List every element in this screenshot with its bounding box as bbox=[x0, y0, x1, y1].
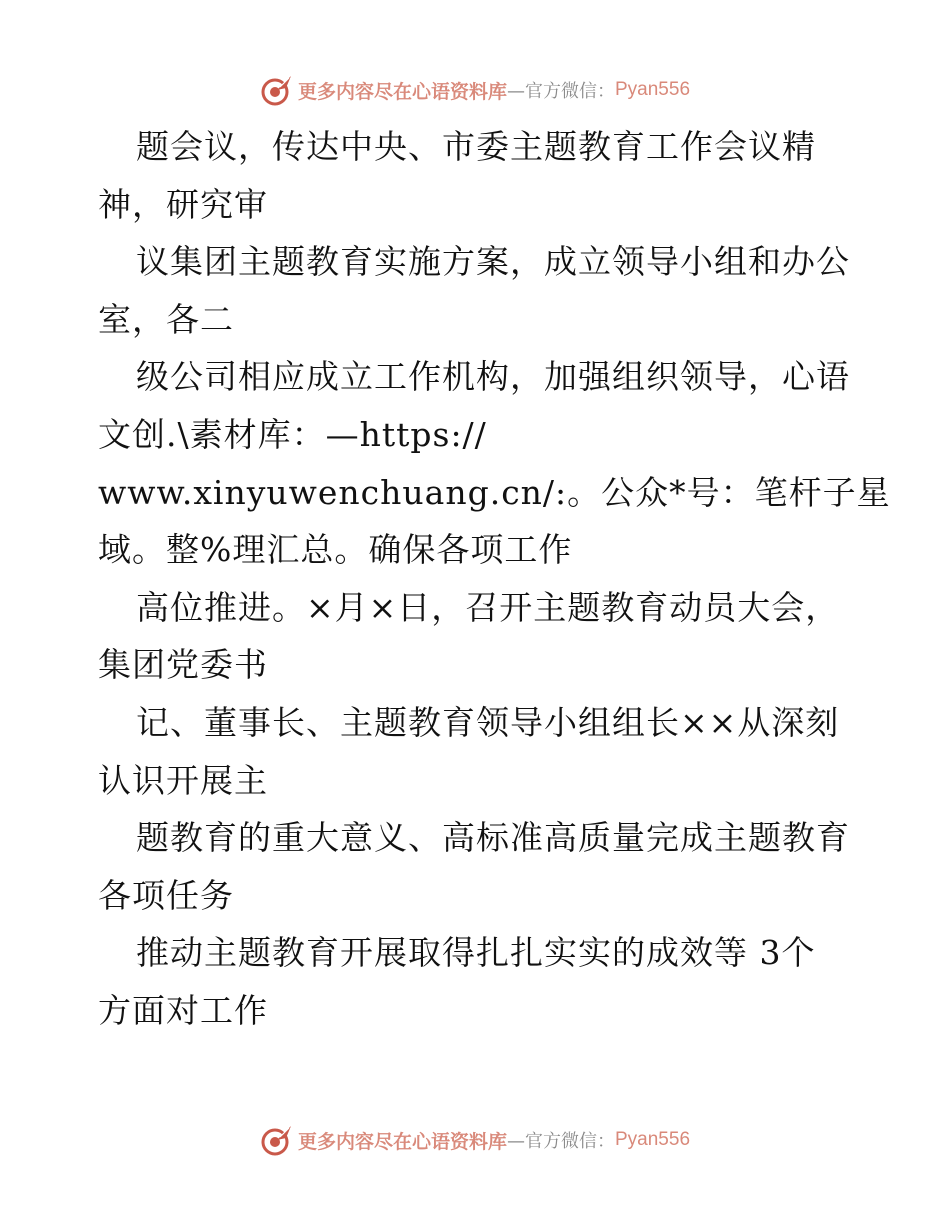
text-line: 域。整%理汇总。确保各项工作 bbox=[98, 530, 573, 570]
banner-sub-text: —官方微信： bbox=[507, 81, 615, 102]
text-line: 集团党委书 bbox=[98, 645, 268, 685]
text-line: 推动主题教育开展取得扎扎实实的成效等 3个 bbox=[136, 933, 816, 973]
banner-wechat-id: Pyan556 bbox=[615, 79, 691, 100]
banner-main-text: 更多内容尽在心语资料库 bbox=[297, 1130, 507, 1153]
text-line: 题会议，传达中央、市委主题教育工作会议精 bbox=[136, 127, 816, 166]
text-line: 记、董事长、主题教育领导小组组长××从深刻 bbox=[136, 702, 840, 742]
text-line: 各项任务 bbox=[98, 875, 234, 915]
text-line: 文创.\素材库：—https:// bbox=[98, 414, 487, 454]
text-line: 级公司相应成立工作机构，加强组织领导，心语 bbox=[136, 357, 850, 397]
text-line: 方面对工作 bbox=[98, 990, 268, 1030]
watermark-banner-top bbox=[0, 70, 950, 110]
text-line: www.xinyuwenchuang.cn/:。公众*号：笔杆子星 bbox=[98, 472, 891, 512]
document-body bbox=[98, 118, 891, 1040]
banner-sub-text: —官方微信： bbox=[507, 1131, 615, 1152]
quill-logo-icon bbox=[260, 73, 294, 107]
text-line: 高位推进。×月×日，召开主题教育动员大会， bbox=[136, 587, 840, 627]
watermark-banner-bottom bbox=[0, 1120, 950, 1160]
text-line: 认识开展主 bbox=[98, 760, 268, 800]
text-line: 神，研究审 bbox=[98, 184, 268, 224]
text-line: 题教育的重大意义、高标准高质量完成主题教育 bbox=[136, 818, 850, 858]
banner-main-text: 更多内容尽在心语资料库 bbox=[297, 80, 507, 103]
banner-wechat-id: Pyan556 bbox=[615, 1129, 691, 1150]
text-line: 室，各二 bbox=[98, 299, 234, 339]
quill-logo-icon bbox=[260, 1123, 294, 1157]
text-line: 议集团主题教育实施方案，成立领导小组和办公 bbox=[136, 242, 850, 282]
